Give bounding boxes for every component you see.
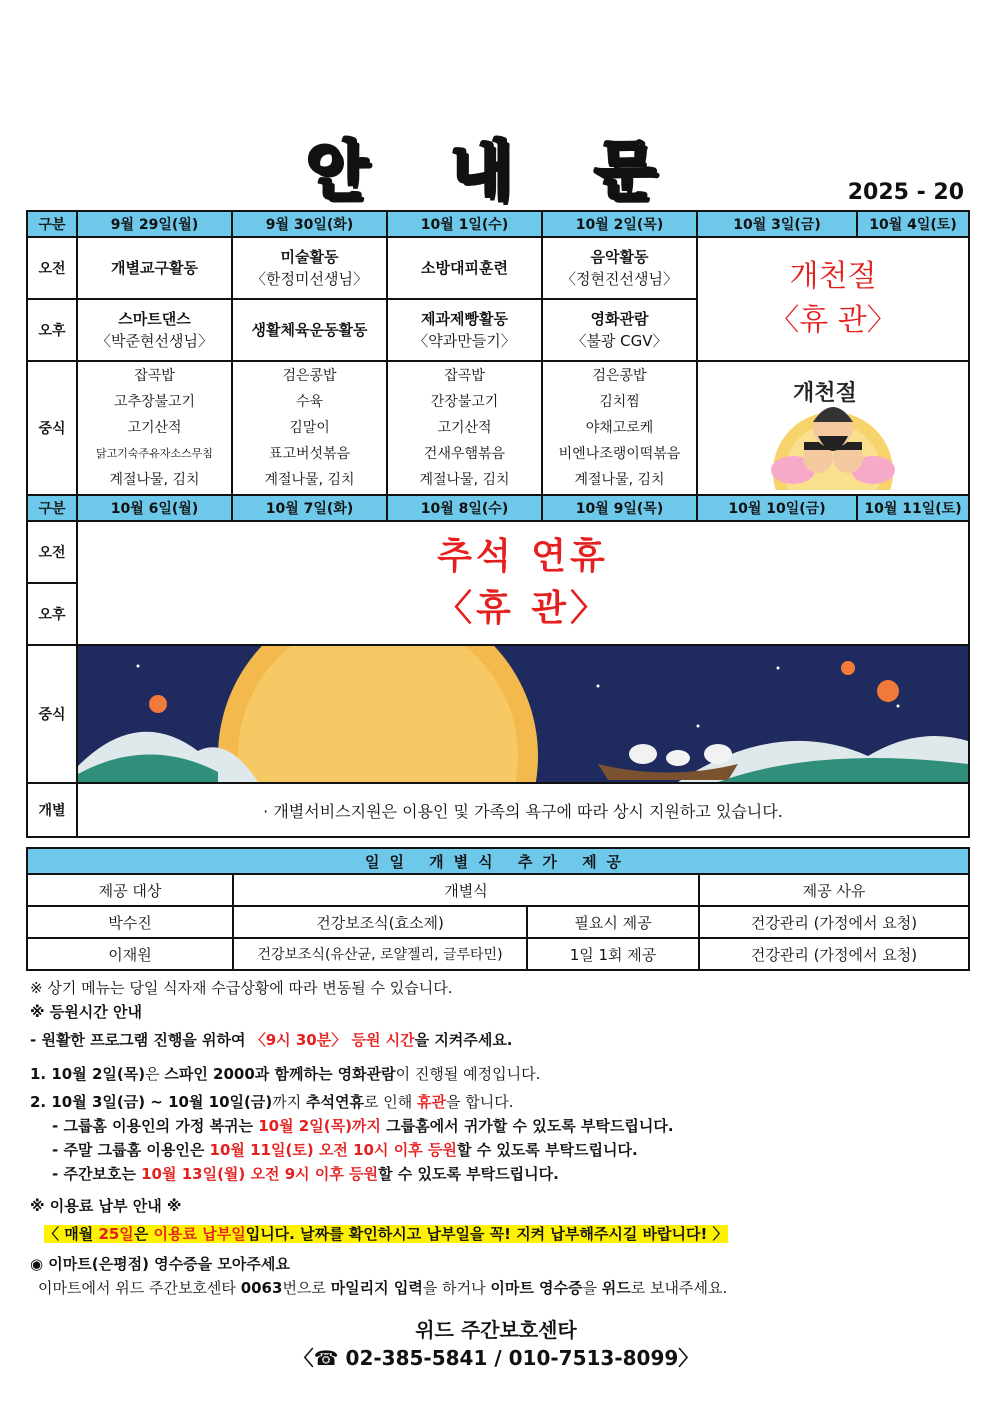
row-label: 중식 — [27, 645, 77, 783]
notice-item-1: 1. 10월 2일(목)은 스파인 2000과 함께하는 영화관람이 진행될 예정입니다. — [30, 1065, 541, 1083]
fee-title: ※ 이용료 납부 안내 ※ — [30, 1197, 182, 1215]
activity-cell: 개별교구활동 — [77, 237, 232, 299]
row-label: 오전 — [27, 237, 77, 299]
week2-header-row — [27, 495, 969, 521]
chuseok-cell — [77, 521, 969, 645]
header-cell: 10월 2일(목) — [542, 211, 697, 237]
week1-meal-row — [27, 361, 969, 495]
row-label: 오전 — [27, 521, 77, 583]
moon-scene — [78, 646, 968, 782]
illustration-caption: 개천절 — [793, 380, 857, 406]
header-cell: 9월 30일(화) — [232, 211, 387, 237]
row-label: 개별 — [27, 783, 77, 837]
menu-note: ※ 상기 메뉴는 당일 식자재 수급상황에 따라 변동될 수 있습니다. — [30, 979, 453, 997]
extra-meal-table — [26, 847, 970, 971]
notice-sub-1: - 그룹홈 이용인의 가정 복귀는 10월 2일(목)까지 그룹홈에서 귀가할 수 있도록 부탁드립니다. — [52, 1117, 674, 1135]
row-label: 중식 — [27, 361, 77, 495]
week2-am-row — [27, 521, 969, 583]
extra-reason: 건강관리 (가정에서 요청) — [699, 906, 969, 938]
row-label: 오후 — [27, 583, 77, 645]
extra-freq: 1일 1회 제공 — [527, 938, 699, 970]
holiday-closed: 〈휴 관〉 — [769, 303, 897, 338]
extra-name: 박수진 — [27, 906, 233, 938]
header-cell: 10월 6일(월) — [77, 495, 232, 521]
header-cell: 10월 7일(화) — [232, 495, 387, 521]
meal-cell: 잡곡밥 간장불고기 고기산적 건새우햄볶음 계절나물, 김치 — [387, 361, 542, 495]
chuseok-closed: 〈휴 관〉 — [435, 588, 611, 629]
header-cell: 10월 8일(수) — [387, 495, 542, 521]
extra-name: 이재원 — [27, 938, 233, 970]
header-cell: 10월 9일(목) — [542, 495, 697, 521]
holiday-cell — [697, 237, 969, 361]
week2-meal-row — [27, 645, 969, 783]
header-cell: 10월 4일(토) — [857, 211, 969, 237]
header-cell: 구분 — [27, 495, 77, 521]
notice-sub-3: - 주간보호는 10월 13일(월) 오전 9시 이후 등원할 수 있도록 부탁드립니다. — [52, 1165, 559, 1183]
activity-cell: 스마트댄스 〈박준현선생님〉 — [77, 299, 232, 361]
emart-line: 이마트에서 위드 주간보호센타 0063번으로 마일리지 입력을 하거나 이마트 영수증을 위드로 보내주세요. — [38, 1279, 728, 1297]
meal-cell: 검은콩밥 수육 김말이 표고버섯볶음 계절나물, 김치 — [232, 361, 387, 495]
meal-cell: 검은콩밥 김치찜 야채고로케 비엔나조랭이떡볶음 계절나물, 김치 — [542, 361, 697, 495]
footer-phone: 〈☎ 02-385-5841 / 010-7513-8099〉 — [293, 1346, 699, 1370]
chuseok-name: 추석 연휴 — [437, 536, 609, 577]
activity-cell: 생활체육운동활동 — [232, 299, 387, 361]
row-label: 오후 — [27, 299, 77, 361]
notice-item-2: 2. 10월 3일(금) ~ 10월 10일(금)까지 추석연휴로 인해 휴관을 합니다. — [30, 1093, 514, 1111]
page-title: 안 내 문 — [305, 135, 687, 209]
notice-section — [30, 976, 960, 1300]
gaecheonjeol-illustration — [697, 361, 969, 495]
emart-title: ◉ 이마트(은평점) 영수증을 모아주세요 — [30, 1255, 290, 1273]
fee-line: 〈 매월 25일은 이용료 납부일입니다. 날짜를 확인하시고 납부일을 꼭! 지켜 납부해주시길 바랍니다! 〉 — [44, 1225, 728, 1243]
holiday-name: 개천절 — [789, 259, 877, 294]
week1-header-row — [27, 211, 969, 237]
activity-cell: 제과제빵활동 〈약과만들기〉 — [387, 299, 542, 361]
extra-title: 일일 개별식 추가 제공 — [27, 848, 969, 874]
chuseok-moon-illustration — [77, 645, 969, 783]
notice-sub-2: - 주말 그룹홈 이용인은 10월 11일(토) 오전 10시 이후 등원할 수 있도록 부탁드립니다. — [52, 1141, 638, 1159]
header-cell: 10월 11일(토) — [857, 495, 969, 521]
activity-cell: 미술활동 〈한정미선생님〉 — [232, 237, 387, 299]
extra-title-row — [27, 848, 969, 874]
header-cell: 9월 29일(월) — [77, 211, 232, 237]
header-cell: 구분 — [27, 211, 77, 237]
extra-reason: 건강관리 (가정에서 요청) — [699, 938, 969, 970]
arrival-line: - 원활한 프로그램 진행을 위하여 〈9시 30분〉 등원 시간을 지켜주세요. — [30, 1031, 513, 1049]
issue-number: 2025 - 20 — [847, 180, 964, 205]
header-cell: 10월 3일(금) — [697, 211, 857, 237]
extra-header-row — [27, 874, 969, 906]
activity-cell: 음악활동 〈정현진선생님〉 — [542, 237, 697, 299]
header-cell: 10월 10일(금) — [697, 495, 857, 521]
extra-header: 제공 대상 — [27, 874, 233, 906]
schedule-table — [26, 210, 970, 838]
extra-freq: 필요시 제공 — [527, 906, 699, 938]
extra-header: 개별식 — [233, 874, 699, 906]
extra-row — [27, 906, 969, 938]
activity-cell: 소방대피훈련 — [387, 237, 542, 299]
meal-cell: 잡곡밥 고추장불고기 고기산적 닭고기숙주유자소스무침 계절나물, 김치 — [77, 361, 232, 495]
extra-food: 건강보조식(유산균, 로얄젤리, 글루타민) — [233, 938, 527, 970]
footer-center-name: 위드 주간보호센타 — [415, 1318, 577, 1342]
individual-row — [27, 783, 969, 837]
extra-header: 제공 사유 — [699, 874, 969, 906]
extra-row — [27, 938, 969, 970]
header-cell: 10월 1일(수) — [387, 211, 542, 237]
arrival-title: ※ 등원시간 안내 — [30, 1003, 142, 1021]
individual-text: · 개별서비스지원은 이용인 및 가족의 욕구에 따라 상시 지원하고 있습니다. — [77, 783, 969, 837]
extra-food: 건강보조식(효소제) — [233, 906, 527, 938]
week1-am-row — [27, 237, 969, 299]
activity-cell: 영화관람 〈불광 CGV〉 — [542, 299, 697, 361]
dangun-illustration — [698, 362, 968, 490]
